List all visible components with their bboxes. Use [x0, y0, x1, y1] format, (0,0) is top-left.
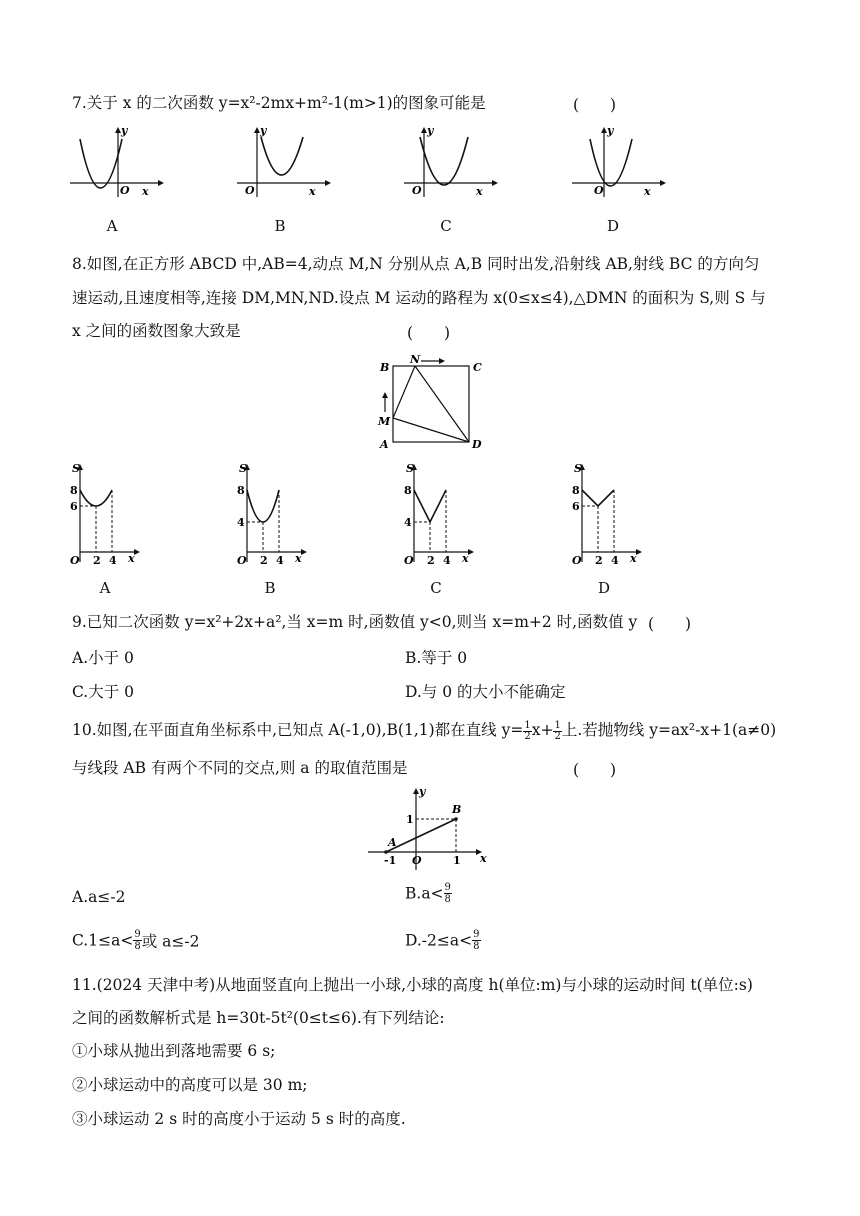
svg-text:O: O [412, 184, 422, 197]
svg-text:C: C [473, 361, 482, 374]
svg-text:O: O [572, 554, 582, 567]
svg-text:x: x [462, 552, 469, 565]
q9-choice-c: C.大于 0 [72, 683, 135, 701]
svg-text:y: y [260, 124, 267, 137]
svg-text:x: x [476, 185, 483, 198]
q7-option-c: C [440, 217, 452, 235]
svg-text:B: B [380, 361, 390, 374]
q11-conclusion-3: ③小球运动 2 s 时的高度小于运动 5 s 时的高度. [72, 1110, 406, 1128]
svg-text:8: 8 [404, 484, 412, 497]
svg-text:S: S [72, 462, 80, 475]
q9-paren: ( ) [648, 615, 692, 633]
svg-text:1: 1 [453, 854, 461, 867]
q8-graph-a [66, 460, 146, 570]
q8-graph-d [568, 460, 648, 570]
svg-text:O: O [70, 554, 80, 567]
svg-text:4: 4 [443, 554, 451, 567]
q10-choice-c: C.1≤a< $\frac{9}{8}$ 或 a≤-2 [72, 929, 200, 952]
svg-text:A: A [388, 836, 397, 849]
q7-option-d: D [606, 217, 620, 235]
svg-text:S: S [239, 462, 247, 475]
svg-text:4: 4 [109, 554, 117, 567]
svg-text:8: 8 [237, 484, 245, 497]
q8-graph-c [400, 460, 480, 570]
svg-text:M: M [378, 415, 391, 428]
svg-text:1: 1 [406, 813, 414, 826]
svg-text:2: 2 [595, 554, 603, 567]
svg-text:N: N [410, 353, 421, 366]
svg-text:O: O [120, 184, 130, 197]
q10-stem-line1 [72, 720, 776, 742]
q10-stem-part3: x+ [531, 721, 554, 739]
q8-option-d: D [597, 579, 611, 597]
svg-text:8: 8 [70, 484, 78, 497]
svg-text:A: A [380, 438, 389, 451]
q10-paren: ( ) [573, 761, 617, 779]
svg-text:8: 8 [572, 484, 580, 497]
q9-choice-a: A.小于 0 [72, 649, 134, 667]
q11-conclusion-1: ①小球从抛出到落地需要 6 s; [72, 1042, 276, 1060]
q8-option-c: C [430, 579, 442, 597]
svg-text:-1: -1 [384, 854, 397, 867]
svg-text:2: 2 [260, 554, 268, 567]
q8-stem-line3: x 之间的函数图象大致是 [72, 322, 241, 340]
svg-text:4: 4 [237, 516, 245, 529]
q8-graph-b [233, 460, 313, 570]
svg-text:x: x [309, 185, 316, 198]
q10-fraction-2: $\frac{1}{2}$ [554, 719, 561, 742]
svg-text:y: y [607, 124, 614, 137]
q9-choice-b: B.等于 0 [405, 649, 468, 667]
svg-text:S: S [574, 462, 582, 475]
svg-text:O: O [245, 184, 255, 197]
q9-choice-d: D.与 0 的大小不能确定 [405, 683, 566, 701]
svg-text:4: 4 [276, 554, 284, 567]
svg-text:2: 2 [93, 554, 101, 567]
svg-text:O: O [237, 554, 247, 567]
svg-text:y: y [427, 124, 434, 137]
svg-text:4: 4 [404, 516, 412, 529]
q10-fraction-1: $\frac{1}{2}$ [524, 719, 531, 742]
q8-square-figure [375, 354, 490, 454]
q7-stem: 7.关于 x 的二次函数 y=x²-2mx+m²-1(m>1)的图象可能是 [72, 94, 486, 112]
svg-text:y: y [121, 124, 128, 137]
svg-text:x: x [630, 552, 637, 565]
svg-text:O: O [412, 854, 422, 867]
q10-coordinate-figure [364, 786, 488, 872]
q8-stem-line2: 速运动,且速度相等,连接 DM,MN,ND.设点 M 运动的路程为 x(0≤x≤4),△DMN 的面积为 S,则 S 与 [72, 289, 766, 307]
q7-option-a: A [106, 217, 118, 235]
svg-text:x: x [480, 852, 487, 865]
svg-text:B: B [452, 803, 462, 816]
q8-option-b: B [264, 579, 276, 597]
q11-stem-line2: 之间的函数解析式是 h=30t-5t²(0≤t≤6).有下列结论: [72, 1009, 445, 1027]
svg-text:6: 6 [572, 500, 580, 513]
q7-graph-b [233, 125, 333, 200]
q7-graph-a [66, 125, 166, 200]
q7-paren: ( ) [573, 96, 617, 114]
svg-text:y: y [419, 785, 426, 798]
svg-text:x: x [295, 552, 302, 565]
q9-stem: 9.已知二次函数 y=x²+2x+a²,当 x=m 时,函数值 y<0,则当 x=m+2 时,函数值 y [72, 613, 638, 631]
svg-text:S: S [406, 462, 414, 475]
svg-text:D: D [472, 438, 482, 451]
svg-text:6: 6 [70, 500, 78, 513]
q8-paren: ( ) [407, 324, 451, 342]
svg-text:x: x [128, 552, 135, 565]
svg-text:4: 4 [611, 554, 619, 567]
q11-stem-line1: 11.(2024 天津中考)从地面竖直向上抛出一小球,小球的高度 h(单位:m)与小球的运动时间 t(单位:s) [72, 976, 753, 994]
q10-choice-b: B.a< $\frac{9}{8}$ [405, 882, 451, 905]
svg-text:2: 2 [427, 554, 435, 567]
q7-option-b: B [274, 217, 286, 235]
q10-stem-part4: 上.若抛物线 y=ax²-x+1(a≠0) [561, 721, 777, 739]
q8-option-a: A [99, 579, 111, 597]
q7-graph-d [568, 125, 668, 200]
svg-text:O: O [594, 184, 604, 197]
svg-text:x: x [644, 185, 651, 198]
q8-stem-line1: 8.如图,在正方形 ABCD 中,AB=4,动点 M,N 分别从点 A,B 同时出发,沿射线 AB,射线 BC 的方向匀 [72, 255, 760, 273]
q11-conclusion-2: ②小球运动中的高度可以是 30 m; [72, 1076, 308, 1094]
q10-stem-part2: y= [501, 721, 524, 739]
q10-stem-part1: 10.如图,在平面直角坐标系中,已知点 A(-1,0),B(1,1)都在直线 [72, 721, 497, 739]
q7-graph-c [400, 125, 500, 200]
svg-text:O: O [404, 554, 414, 567]
q10-choice-d: D.-2≤a< $\frac{9}{8}$ [405, 929, 480, 952]
q10-stem-line2: 与线段 AB 有两个不同的交点,则 a 的取值范围是 [72, 759, 408, 777]
svg-text:x: x [142, 185, 149, 198]
q10-choice-a: A.a≤-2 [72, 888, 126, 906]
